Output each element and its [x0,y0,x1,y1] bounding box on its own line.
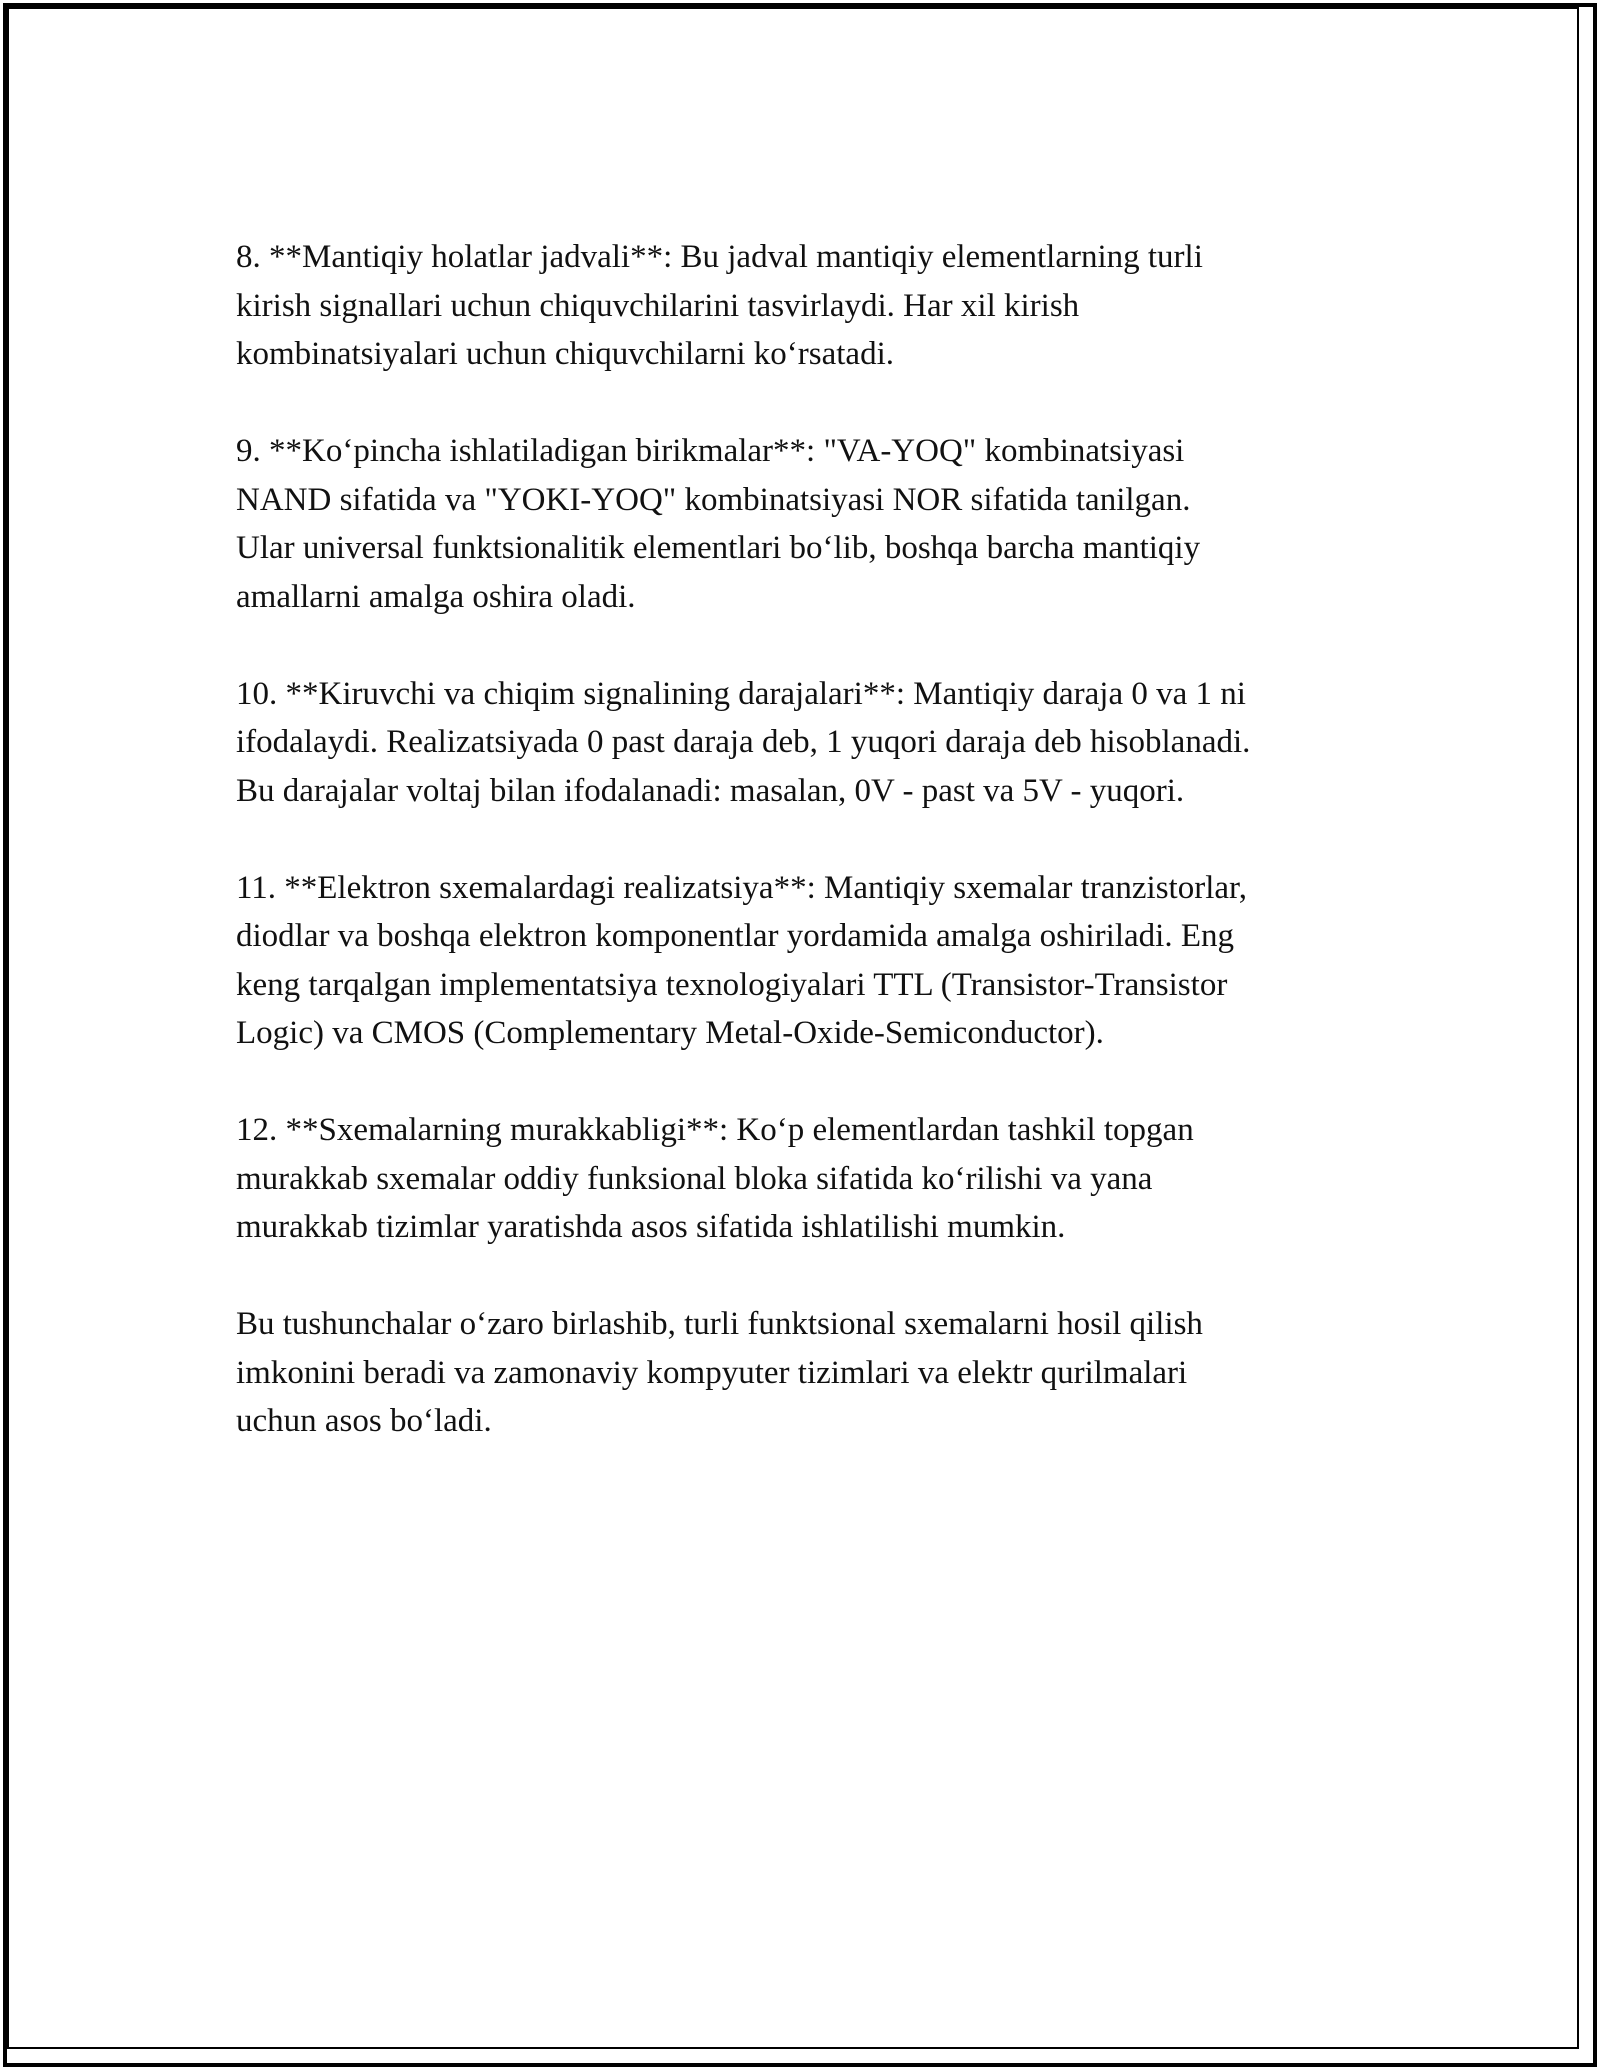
paragraph-11 [236,864,1386,1058]
paragraph-9 [236,427,1386,621]
document-body [236,233,1386,1494]
text-line: 10. **Kiruvchi va chiqim signalining darajalari**: Mantiqiy daraja 0 va 1 ni [236,675,1246,712]
text-line: kombinatsiyalari uchun chiquvchilarni ko‘rsatadi. [236,336,894,372]
text-line: uchun asos bo‘ladi. [236,1403,492,1439]
text-line: Ular universal funktsionalitik elementlari bo‘lib, boshqa barcha mantiqiy [236,530,1201,566]
paragraph-conclusion [236,1300,1386,1446]
text-line: murakkab tizimlar yaratishda asos sifatida ishlatilishi mumkin. [236,1209,1066,1245]
text-line: 9. **Ko‘pincha ishlatiladigan birikmalar**: "VA-YOQ" kombinatsiyasi [236,433,1185,469]
paragraph-10 [236,670,1386,816]
text-line: ifodalaydi. Realizatsiyada 0 past daraja deb, 1 yuqori daraja deb hisoblanadi. [236,724,1251,760]
text-line: Logic) va CMOS (Complementary Metal-Oxide-Semiconductor). [236,1015,1104,1051]
text-line: 8. **Mantiqiy holatlar jadvali**: Bu jadval mantiqiy elementlarning turli [236,239,1203,275]
text-line: diodlar va boshqa elektron komponentlar yordamida amalga oshiriladi. Eng [236,918,1234,954]
text-line: keng tarqalgan implementatsiya texnologiyalari TTL (Transistor-Transistor [236,966,1228,1003]
text-line: 11. **Elektron sxemalardagi realizatsiya**: Mantiqiy sxemalar tranzistorlar, [236,869,1247,906]
text-line: NAND sifatida va "YOKI-YOQ" kombinatsiyasi NOR sifatida tanilgan. [236,481,1191,518]
text-line: kirish signallari uchun chiquvchilarini tasvirlaydi. Har xil kirish [236,287,1080,324]
text-line: amallarni amalga oshira oladi. [236,578,636,615]
text-line: 12. **Sxemalarning murakkabligi**: Ko‘p elementlardan tashkil topgan [236,1112,1194,1148]
text-line: Bu tushunchalar o‘zaro birlashib, turli funktsional sxemalarni hosil qilish [236,1306,1203,1342]
paragraph-12 [236,1106,1386,1252]
text-line: murakkab sxemalar oddiy funksional bloka sifatida ko‘rilishi va yana [236,1160,1153,1197]
text-line: imkonini beradi va zamonaviy kompyuter tizimlari va elektr qurilmalari [236,1354,1188,1391]
text-line: Bu darajalar voltaj bilan ifodalanadi: masalan, 0V - past va 5V - yuqori. [236,772,1185,809]
paragraph-8 [236,233,1386,379]
